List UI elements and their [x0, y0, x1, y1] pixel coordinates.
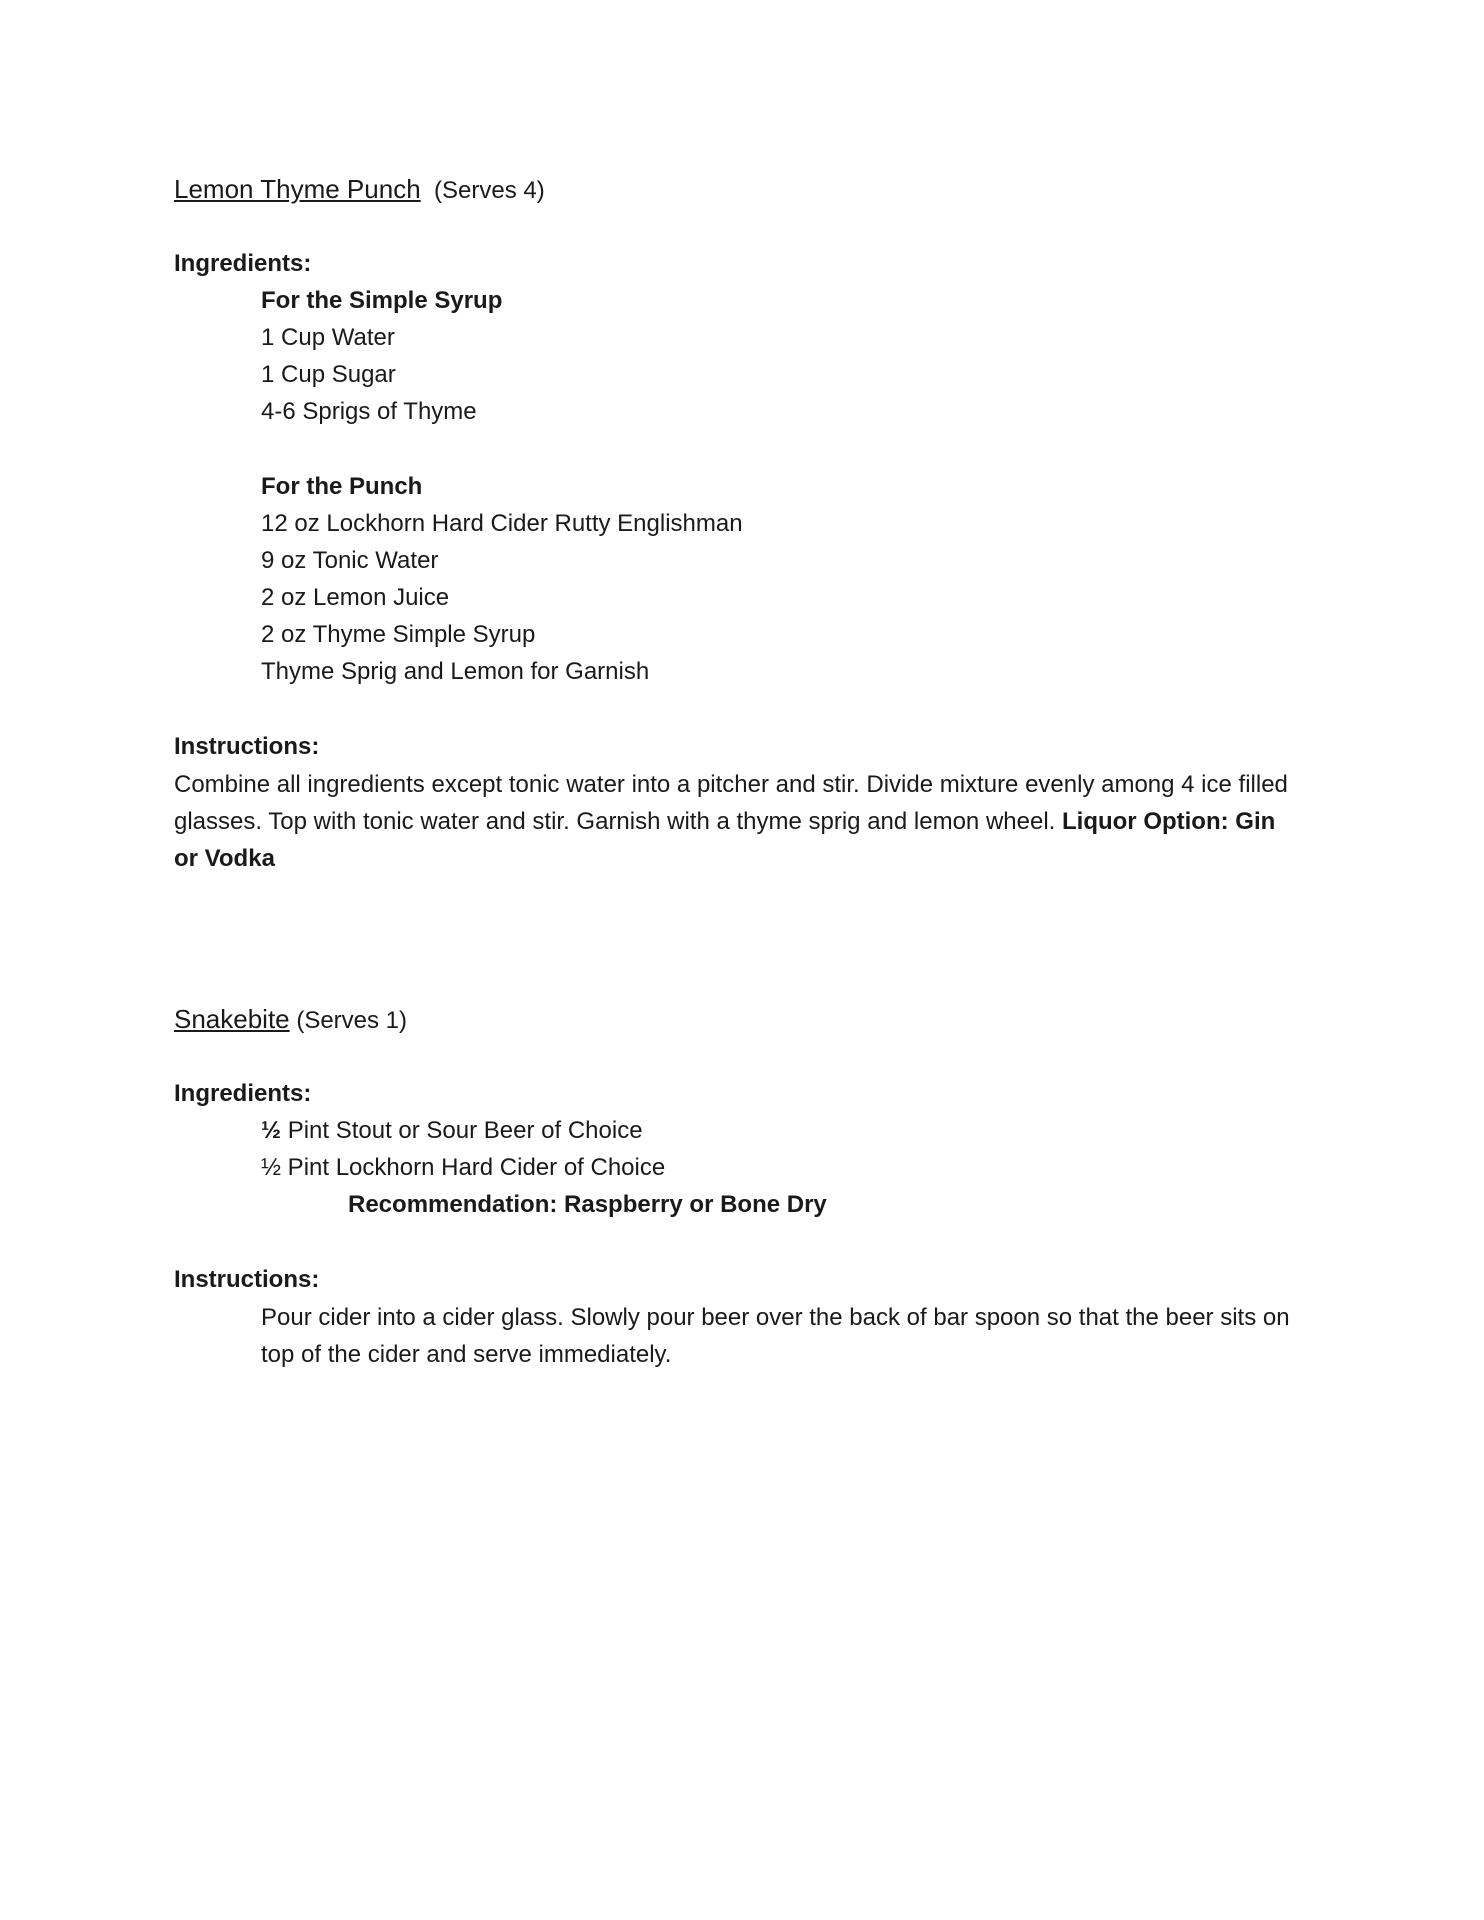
- recipe-serves: (Serves 1): [296, 1007, 408, 1034]
- ingredient-text: Pint Stout or Sour Beer of Choice: [287, 1117, 643, 1144]
- ingredient-item: 2 oz Thyme Simple Syrup: [261, 621, 536, 648]
- ingredient-item: 4-6 Sprigs of Thyme: [261, 398, 477, 425]
- ingredient-item: 2 oz Lemon Juice: [261, 584, 450, 611]
- liquor-option: Liquor Option: Gin or Vodka: [174, 808, 1276, 872]
- instructions-text: Pour cider into a cider glass. Slowly pour beer over the back of bar spoon so that the beer sits on top of the cider and serve immediately.: [261, 1304, 1290, 1368]
- ingredient-item: 9 oz Tonic Water: [261, 547, 439, 574]
- instructions-heading: Instructions:: [174, 733, 320, 760]
- recipe-serves: (Serves 4): [434, 177, 545, 204]
- instructions-heading: Instructions:: [174, 1266, 320, 1293]
- recipe-name: Snakebite: [174, 1004, 290, 1034]
- ingredients-heading: Ingredients:: [174, 1080, 312, 1107]
- recipe-title: [174, 174, 545, 204]
- punch-heading: For the Punch: [261, 473, 423, 500]
- ingredient-item: 1 Cup Sugar: [261, 361, 396, 388]
- fraction: ½: [261, 1117, 282, 1144]
- ingredient-item: Thyme Sprig and Lemon for Garnish: [261, 658, 650, 685]
- syrup-heading: For the Simple Syrup: [261, 287, 503, 314]
- recipe-name: Lemon Thyme Punch: [174, 174, 421, 204]
- recommendation: Recommendation: Raspberry or Bone Dry: [348, 1191, 827, 1218]
- ingredient-item: ½ Pint Lockhorn Hard Cider of Choice: [261, 1154, 666, 1181]
- ingredient-item: 1 Cup Water: [261, 324, 395, 351]
- instructions-body: Combine all ingredients except tonic water into a pitcher and stir. Divide mixture evenly among 4 ice filled glasses. Top with tonic water and stir. Garnish with a thyme sprig and lemon wheel.: [174, 771, 1288, 835]
- ingredients-heading: Ingredients:: [174, 250, 312, 277]
- ingredient-item: [261, 1116, 643, 1146]
- recipe-title: [174, 1004, 407, 1034]
- instructions-text: [174, 766, 1304, 877]
- ingredient-item: 12 oz Lockhorn Hard Cider Rutty Englishman: [261, 510, 743, 537]
